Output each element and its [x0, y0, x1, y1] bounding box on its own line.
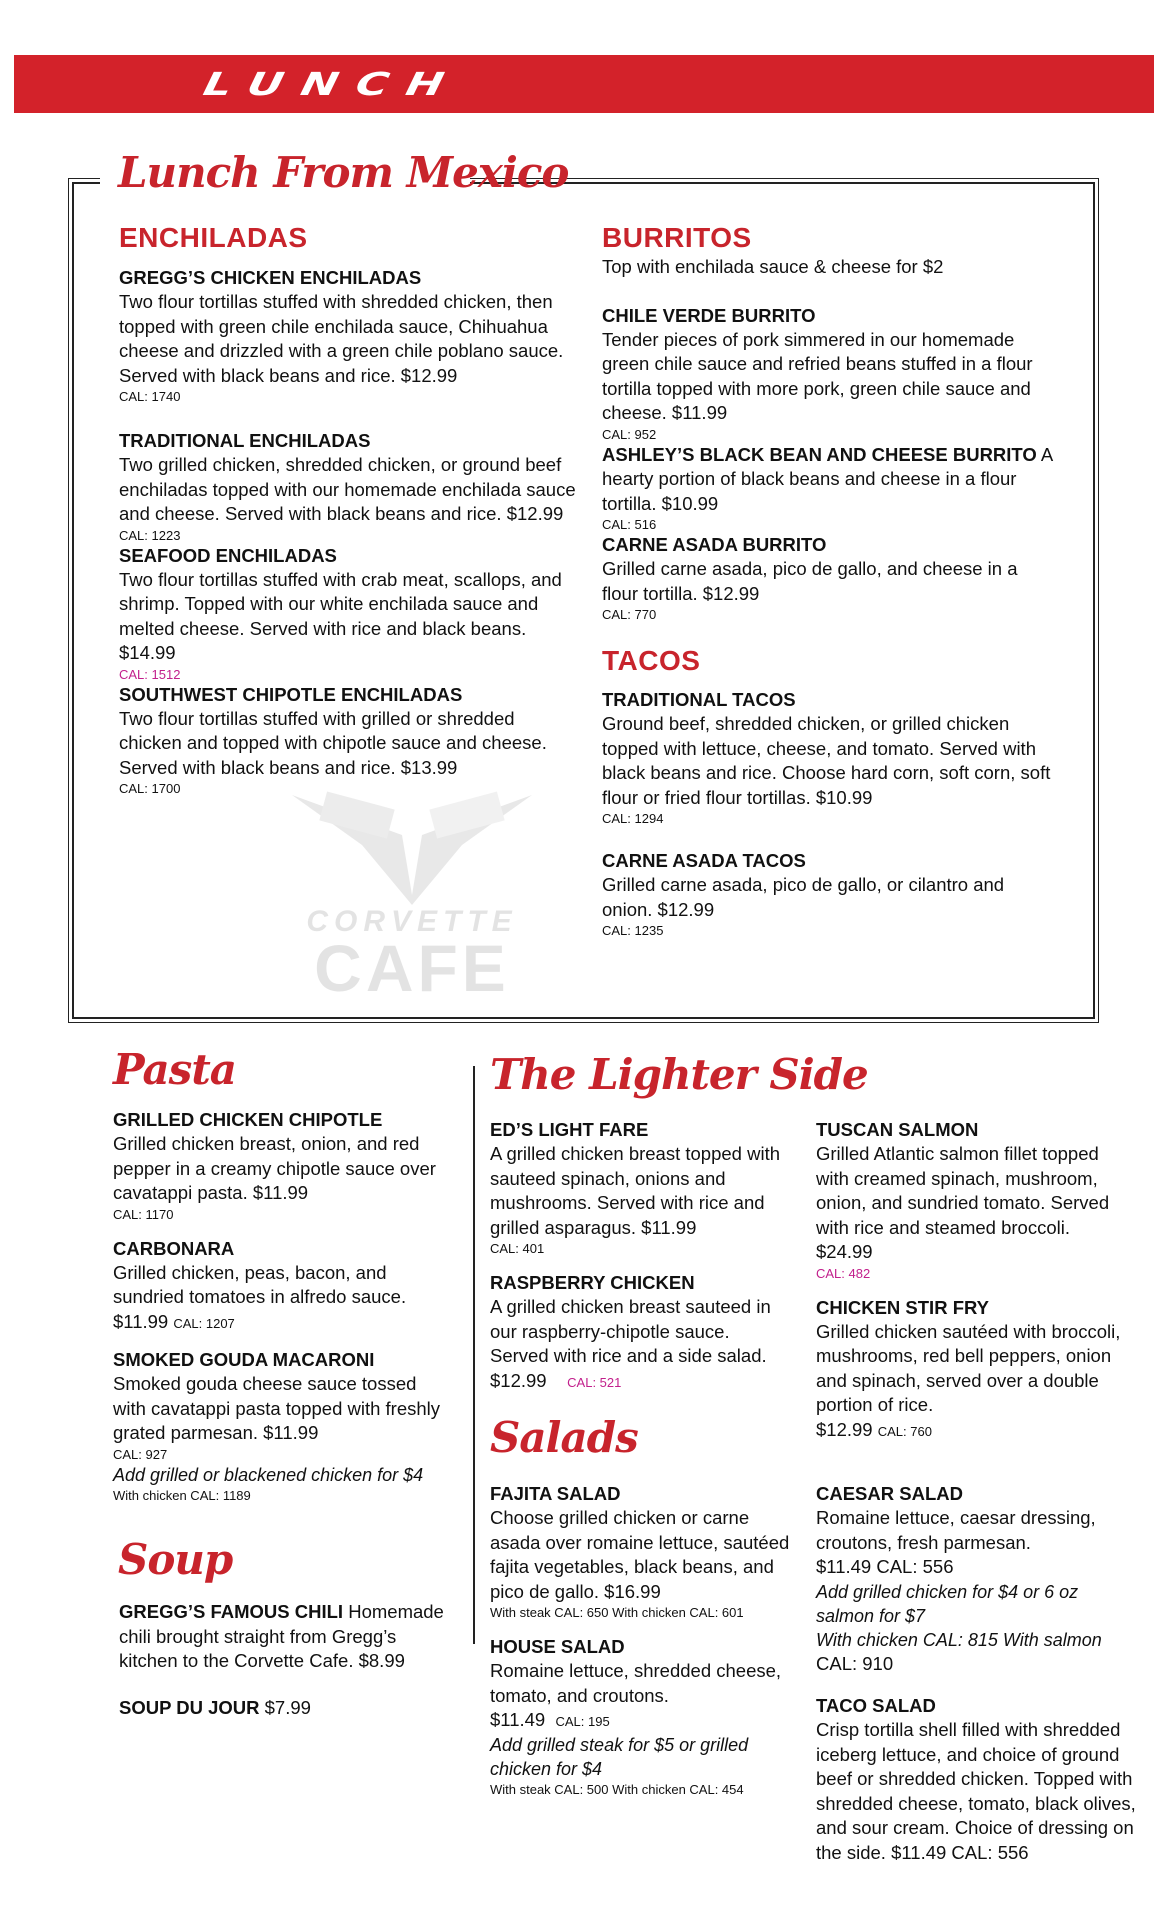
item-desc: Crisp tortilla shell filled with shredded iceberg lettuce, and choice of ground beef or shredded chicken. Topped with shredded cheese, tomato, black olives, and sour cream. Choice of dressing on the side. $11.49 CAL: 556 [816, 1719, 1136, 1863]
item-name: CHILE VERDE BURRITO [602, 304, 816, 326]
item-cal: CAL: 760 [877, 1423, 932, 1439]
enchiladas-title: ENCHILADAS [119, 222, 308, 253]
item-desc: Ground beef, shredded chicken, or grilled chicken topped with lettuce, cheese, and tomato. Served with black beans and rice. Choose hard corn, soft corn, soft flour or fried flour tortillas. $10.99 [602, 713, 1051, 808]
item-price: $11.49 [490, 1709, 546, 1730]
column-divider [473, 1066, 475, 1644]
item-cal: CAL: 927 [113, 1446, 168, 1462]
item-cal: CAL: 1170 [113, 1206, 174, 1222]
item-desc: Grilled Atlantic salmon fillet topped with creamed spinach, mushroom, onion, and sundried tomato. Served with rice and steamed broccoli. $24.99 [816, 1143, 1110, 1262]
item-cal: CAL: 401 [490, 1241, 545, 1256]
menu-item [119, 1600, 459, 1674]
tacos-title: TACOS [602, 645, 701, 676]
corvette-watermark [262, 775, 572, 1005]
item-desc: Grilled chicken sautéed with broccoli, mushrooms, red bell peppers, onion and spinach, served over a double portion of rice. [816, 1320, 1121, 1415]
mexico-heading: Lunch From Mexico [118, 148, 569, 197]
menu-item [816, 1694, 1136, 1865]
item-desc: Grilled chicken breast, onion, and red pepper in a creamy chipotle sauce over cavatappi pasta. $11.99 [113, 1133, 436, 1203]
item-name: CAESAR SALAD [816, 1483, 963, 1504]
item-desc: Romaine lettuce, caesar dressing, croutons, fresh parmesan. [816, 1507, 1096, 1553]
item-price: $12.99 [816, 1418, 873, 1440]
item-price: $11.49 CAL: 556 [816, 1556, 954, 1577]
lunch-banner [14, 55, 1154, 113]
menu-item [119, 266, 579, 405]
menu-item [113, 1348, 453, 1504]
item-name: GREGG’S FAMOUS CHILI [119, 1601, 344, 1622]
burritos-list [602, 255, 1057, 623]
item-desc: Smoked gouda cheese sauce tossed with cavatappi pasta topped with freshly grated parmesan. $11.99 [113, 1373, 441, 1443]
menu-item [816, 1296, 1126, 1443]
item-cal-2: With chicken CAL: 1189 [113, 1487, 251, 1503]
item-name: CARNE ASADA TACOS [602, 850, 806, 871]
item-cal: With steak CAL: 650 With chicken CAL: 601 [490, 1605, 744, 1620]
item-desc: A grilled chicken breast topped with sauteed spinach, onions and mushrooms. Served with rice and grilled asparagus. $11.99 [490, 1143, 781, 1238]
menu-item [490, 1635, 790, 1798]
item-desc: $7.99 [259, 1696, 311, 1718]
item-cal: CAL: 1223 [119, 527, 181, 543]
item-desc: Tender pieces of pork simmered in our homemade green chile sauce and refried beans stuffed in a flour tortilla topped with more pork, green chile sauce and cheese. $11.99 [602, 328, 1033, 423]
item-cal: CAL: 1207 [173, 1315, 235, 1331]
item-note: Add grilled steak for $5 or grilled chicken for $4 [490, 1734, 749, 1779]
item-cal: CAL: 1235 [602, 923, 664, 938]
menu-item [602, 443, 1057, 534]
menu-item [602, 849, 1057, 939]
item-name: CARNE ASADA BURRITO [602, 534, 827, 555]
item-name: GRILLED CHICKEN CHIPOTLE [113, 1109, 383, 1130]
pasta-heading: Pasta [113, 1045, 236, 1094]
item-name: SOUP DU JOUR [119, 1696, 260, 1718]
lighter-col1 [490, 1118, 790, 1393]
item-cal: CAL: 516 [602, 517, 657, 532]
tacos-list [602, 688, 1057, 939]
menu-item [602, 304, 1057, 443]
menu-item [119, 1696, 459, 1721]
salads-col1 [490, 1482, 790, 1798]
menu-item [490, 1118, 790, 1257]
enchiladas-list [119, 266, 579, 797]
item-desc: Romaine lettuce, shredded cheese, tomato, and croutons. [490, 1660, 782, 1706]
item-name: SMOKED GOUDA MACARONI [113, 1349, 375, 1370]
menu-item [602, 533, 1057, 623]
item-desc: Grilled carne asada, pico de gallo, or cilantro and onion. $12.99 [602, 874, 1005, 920]
salads-col2 [816, 1482, 1136, 1865]
item-cal: CAL: 1740 [119, 389, 181, 404]
item-cal: CAL: 770 [602, 607, 657, 622]
item-cal: CAL: 1294 [602, 811, 664, 826]
item-note: Add grilled or blackened chicken for $4 [113, 1464, 424, 1485]
item-name: TUSCAN SALMON [816, 1119, 979, 1140]
item-name: CARBONARA [113, 1237, 235, 1259]
item-name: CHICKEN STIR FRY [816, 1296, 990, 1318]
burritos-title: BURRITOS [602, 222, 752, 253]
item-cal: CAL: 1512 [119, 666, 181, 682]
item-desc: Homemade chili brought straight from Gregg’s kitchen to the Corvette Cafe. $8.99 [119, 1601, 444, 1671]
item-name: SOUTHWEST CHIPOTLE ENCHILADAS [119, 683, 463, 705]
item-cal: CAL: 482 [816, 1265, 871, 1281]
menu-item [119, 429, 579, 544]
item-name: TRADITIONAL TACOS [602, 689, 796, 710]
item-desc: Two grilled chicken, shredded chicken, or ground beef enchiladas topped with our homemade enchilada sauce and cheese. Served with black beans and rice. $12.99 [119, 454, 576, 524]
item-name: TRADITIONAL ENCHILADAS [119, 430, 371, 451]
menu-item [113, 1237, 453, 1335]
item-desc: Two flour tortillas stuffed with shredded chicken, then topped with green chile enchilada sauce, Chihuahua cheese and drizzled with a green chile poblano sauce. Served with black beans and rice. $12.99 [119, 291, 564, 386]
item-cal-2: CAL: 910 [816, 1652, 894, 1674]
item-name: RASPBERRY CHICKEN [490, 1272, 695, 1293]
banner-title: LUNCH [200, 66, 466, 103]
item-name: ASHLEY’S BLACK BEAN AND CHEESE BURRITO [602, 443, 1037, 465]
item-price: $12.99 [490, 1369, 547, 1391]
item-name: GREGG’S CHICKEN ENCHILADAS [119, 267, 422, 288]
watermark-line1: CORVETTE [306, 905, 518, 938]
item-desc: Choose grilled chicken or carne asada over romaine lettuce, sautéed fajita vegetables, black beans, and pico de gallo. $16.99 [490, 1507, 790, 1602]
watermark-line2: CAFE [314, 931, 510, 1005]
menu-item [113, 1108, 453, 1223]
menu-item [119, 544, 579, 683]
menu-item [490, 1482, 790, 1621]
item-desc: A grilled chicken breast sauteed in our raspberry-chipotle sauce. Served with rice and a side salad. [490, 1296, 771, 1366]
lighter-heading: The Lighter Side [490, 1050, 868, 1099]
item-cal-2: With steak CAL: 500 With chicken CAL: 454 [490, 1781, 744, 1797]
item-desc: Grilled chicken, peas, bacon, and sundried tomatoes in alfredo sauce. [113, 1261, 407, 1307]
item-desc: Two flour tortillas stuffed with grilled or shredded chicken and topped with chipotle sauce and cheese. Served with black beans and rice. $13.99 [119, 707, 547, 778]
lighter-col2 [816, 1118, 1126, 1442]
menu-item [602, 688, 1057, 827]
soup-heading: Soup [118, 1535, 233, 1584]
pasta-list [113, 1108, 453, 1504]
item-desc: Two flour tortillas stuffed with crab meat, scallops, and shrimp. Topped with our white enchilada sauce and melted cheese. Served with rice and black beans. $14.99 [119, 568, 562, 663]
item-name: FAJITA SALAD [490, 1483, 621, 1504]
item-note-2: With chicken CAL: 815 With salmon [816, 1629, 1102, 1650]
item-cal: CAL: 952 [602, 426, 657, 442]
item-name: HOUSE SALAD [490, 1636, 625, 1657]
menu-item [816, 1482, 1136, 1676]
item-name: SEAFOOD ENCHILADAS [119, 544, 337, 566]
item-cal: CAL: 521 [567, 1374, 622, 1390]
menu-item [816, 1118, 1126, 1282]
salads-heading: Salads [490, 1413, 638, 1462]
item-name: TACO SALAD [816, 1695, 936, 1716]
item-note: Add grilled chicken for $4 or 6 oz salmon for $7 [816, 1581, 1079, 1626]
menu-item [119, 683, 579, 798]
item-cal: CAL: 195 [555, 1714, 610, 1729]
burritos-subtitle: Top with enchilada sauce & cheese for $2 [602, 256, 944, 277]
item-desc: Grilled carne asada, pico de gallo, and cheese in a flour tortilla. $12.99 [602, 558, 1018, 604]
item-cal: CAL: 1700 [119, 781, 181, 796]
item-name: ED’S LIGHT FARE [490, 1119, 649, 1140]
soup-list [119, 1600, 459, 1720]
item-desc: A hearty portion of black beans and cheese in a flour tortilla. $10.99 [602, 443, 1053, 514]
item-price: $11.99 [113, 1310, 169, 1332]
menu-item [490, 1271, 790, 1393]
